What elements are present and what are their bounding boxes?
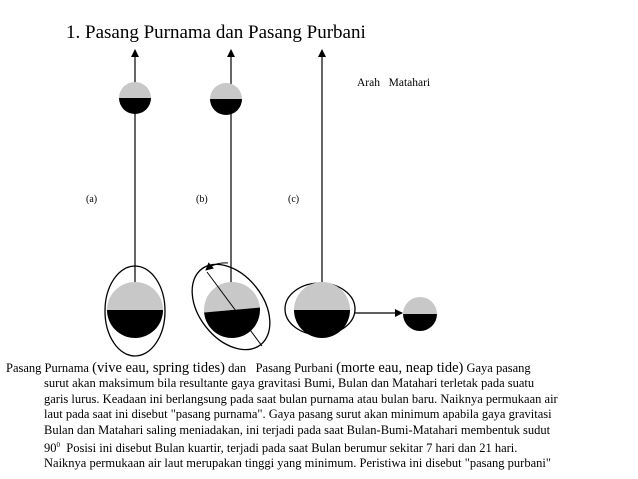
panel-a-label: (a) — [86, 194, 98, 205]
moon-c — [403, 297, 437, 331]
caption-text: Gaya pasang — [466, 361, 531, 375]
caption-line: garis lurus. Keadaan ini berlangsung pada saat bulan purnama atau bulan baru. Naiknya permukaan air — [44, 391, 558, 406]
moon-b — [210, 83, 242, 115]
earth-a — [107, 282, 163, 338]
angle-value: 90 — [44, 441, 57, 456]
earth-c — [294, 282, 350, 338]
term-neap-tide: Pasang Purbani — [255, 361, 333, 375]
sun-direction-label: Arah Matahari — [357, 77, 431, 89]
term-spring-tide: Pasang Purnama — [6, 361, 89, 375]
rotation-arrow — [206, 263, 228, 270]
caption-line: Bulan dan Matahari saling meniadakan, ini terjadi pada saat Bulan-Bumi-Matahari membentuk sudut — [44, 422, 551, 437]
caption-text: Posisi ini disebut Bulan kuartir, terjadi pada saat Bulan berumur sekitar 7 hari dan 21 hari. — [66, 441, 518, 456]
panel-b-label: (b) — [196, 194, 208, 205]
term-neap-tide-alt: (morte eau, neap tide) — [336, 360, 464, 376]
page-title: 1. Pasang Purnama dan Pasang Purbani — [66, 22, 366, 43]
conjunction: dan — [228, 361, 247, 375]
caption-line — [6, 361, 632, 376]
panel-a — [86, 50, 165, 356]
degree-superscript: 0 — [56, 441, 60, 450]
earth-b — [202, 280, 263, 341]
panel-c — [285, 50, 437, 338]
caption-line: surut akan maksimum bila resultante gaya gravitasi Bumi, Bulan dan Matahari terletak pada suatu — [44, 376, 535, 391]
panel-b — [176, 50, 286, 365]
moon-a — [119, 82, 151, 114]
panel-c-label: (c) — [288, 194, 300, 205]
caption-line: laut pada saat ini disebut "pasang purnama". Gaya pasang surut akan minimum apabila gaya gravitasi — [44, 407, 552, 422]
caption-line: Naiknya permukaan air laut merupakan tinggi yang minimum. Peristiwa ini disebut "pasang purbani" — [44, 456, 551, 471]
caption-line — [6, 438, 632, 456]
caption — [6, 361, 632, 472]
term-spring-tide-alt: (vive eau, spring tides) — [92, 360, 225, 376]
